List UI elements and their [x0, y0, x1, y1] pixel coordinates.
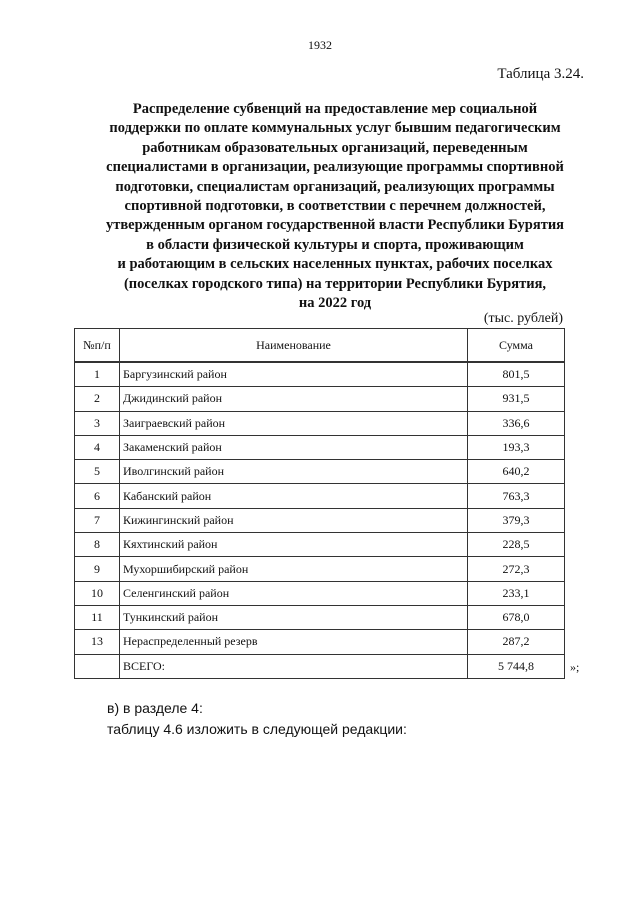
total-sum: 5 744,8 — [468, 654, 565, 678]
row-name: Кабанский район — [120, 484, 468, 508]
subvention-table — [74, 328, 565, 679]
row-name: Нераспределенный резерв — [120, 630, 468, 654]
row-sum: 678,0 — [468, 605, 565, 629]
row-name: Заиграевский район — [120, 411, 468, 435]
title-line: специалистами в организации, реализующие программы спортивной — [106, 159, 564, 176]
table-row — [75, 630, 565, 654]
table-row — [75, 411, 565, 435]
document-title — [80, 100, 590, 313]
amendment-line: в) в разделе 4: — [107, 700, 203, 716]
header-number: №п/п — [75, 329, 120, 363]
row-name: Кяхтинский район — [120, 533, 468, 557]
row-sum: 228,5 — [468, 533, 565, 557]
table-row — [75, 557, 565, 581]
table-row — [75, 460, 565, 484]
row-number: 3 — [75, 411, 120, 435]
title-line: на 2022 год — [298, 295, 372, 312]
table-row — [75, 484, 565, 508]
row-number: 9 — [75, 557, 120, 581]
header-sum: Сумма — [468, 329, 565, 363]
row-number: 13 — [75, 630, 120, 654]
title-line: поддержки по оплате коммунальных услуг бывшим педагогическим — [109, 120, 561, 137]
row-name: Мухоршибирский район — [120, 557, 468, 581]
row-sum: 287,2 — [468, 630, 565, 654]
row-name: Закаменский район — [120, 435, 468, 459]
table-row — [75, 387, 565, 411]
row-sum: 931,5 — [468, 387, 565, 411]
row-sum: 193,3 — [468, 435, 565, 459]
table-row — [75, 581, 565, 605]
title-line: спортивной подготовки, в соответствии с перечнем должностей, — [124, 198, 546, 215]
row-number: 4 — [75, 435, 120, 459]
row-name: Иволгинский район — [120, 460, 468, 484]
row-name: Баргузинский район — [120, 362, 468, 387]
title-line: Распределение субвенций на предоставление мер социальной — [132, 101, 538, 117]
row-sum: 233,1 — [468, 581, 565, 605]
row-sum: 801,5 — [468, 362, 565, 387]
row-number: 7 — [75, 508, 120, 532]
row-sum: 272,3 — [468, 557, 565, 581]
row-number: 6 — [75, 484, 120, 508]
row-number: 10 — [75, 581, 120, 605]
title-line: утвержденным органом государственной власти Республики Бурятия — [105, 217, 565, 234]
row-number: 5 — [75, 460, 120, 484]
row-number: 2 — [75, 387, 120, 411]
header-name: Наименование — [120, 329, 468, 363]
row-number — [75, 654, 120, 678]
title-line: и работающим в сельских населенных пунктах, рабочих поселках — [117, 256, 553, 273]
table-row — [75, 435, 565, 459]
table-header-row — [75, 329, 565, 363]
title-line: подготовки, специалистам организаций, реализующих программы — [115, 178, 555, 195]
row-sum: 379,3 — [468, 508, 565, 532]
title-line: (поселках городского типа) на территории Республики Бурятия, — [123, 275, 547, 292]
row-name: Тункинский район — [120, 605, 468, 629]
row-name: Кижингинский район — [120, 508, 468, 532]
table-label: Таблица 3.24. — [497, 66, 584, 82]
units-label: (тыс. рублей) — [483, 311, 563, 326]
page-number: 1932 — [308, 38, 332, 52]
amendment-line: таблицу 4.6 изложить в следующей редакции: — [107, 721, 407, 737]
table-row — [75, 533, 565, 557]
table-row — [75, 605, 565, 629]
row-name: Джидинский район — [120, 387, 468, 411]
amendment-text — [107, 698, 407, 740]
title-line: в области физической культуры и спорта, проживающим — [146, 236, 524, 253]
row-name: Селенгинский район — [120, 581, 468, 605]
row-number: 8 — [75, 533, 120, 557]
row-number: 11 — [75, 605, 120, 629]
row-sum: 336,6 — [468, 411, 565, 435]
table-row — [75, 508, 565, 532]
table-body — [75, 362, 565, 678]
table-row — [75, 362, 565, 387]
row-number: 1 — [75, 362, 120, 387]
title-line: работникам образовательных организаций, переведенным — [142, 139, 528, 156]
closing-quote-mark: »; — [570, 660, 580, 674]
row-sum: 640,2 — [468, 460, 565, 484]
row-sum: 763,3 — [468, 484, 565, 508]
table-total-row — [75, 654, 565, 678]
total-label: ВСЕГО: — [120, 654, 468, 678]
